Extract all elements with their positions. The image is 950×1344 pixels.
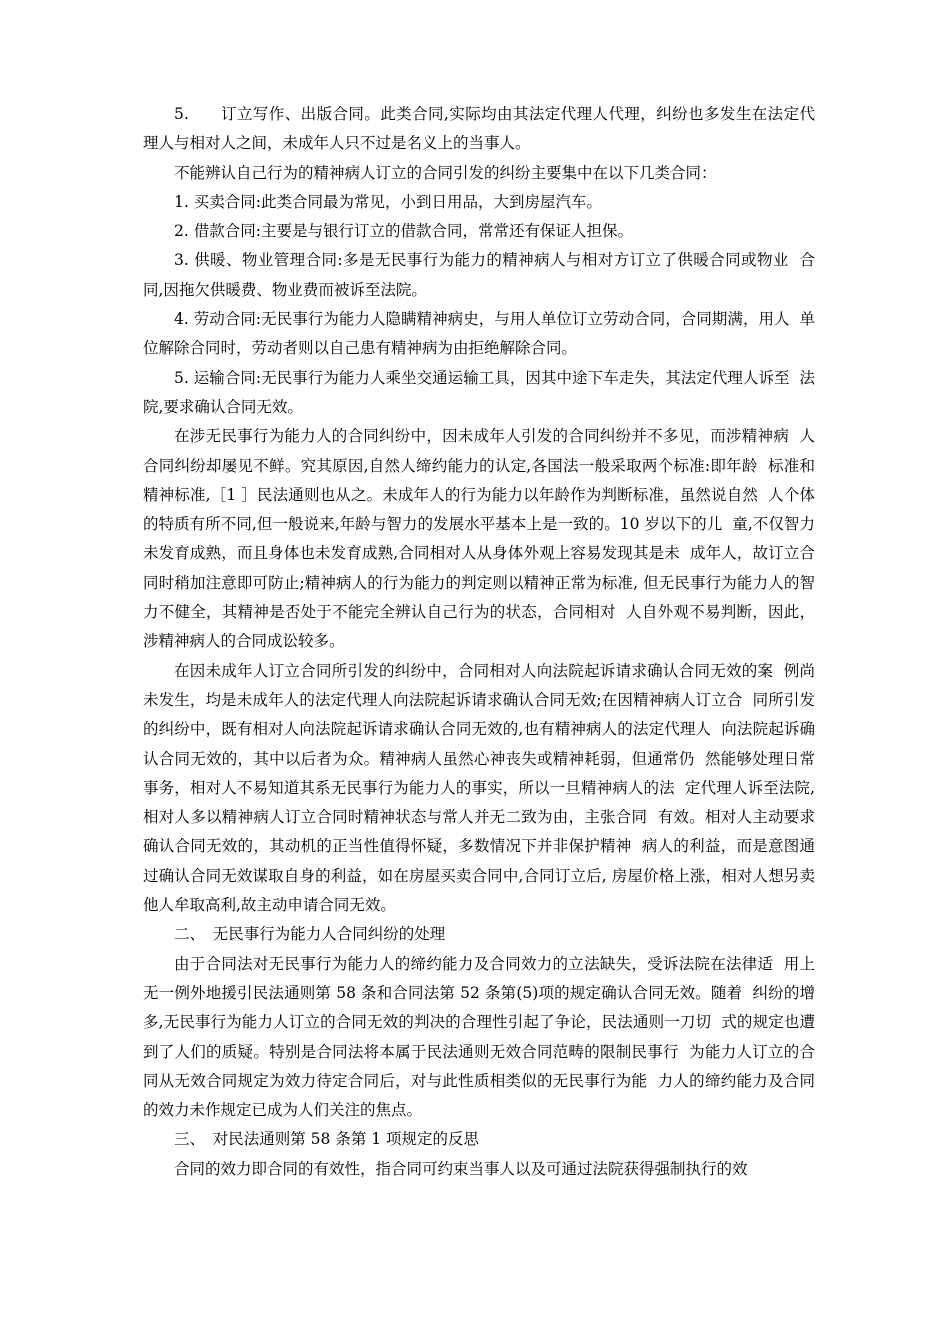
- paragraph-contract-validity: 合同的效力即合同的有效性，指合同可约束当事人以及可通过法院获得强制执行的效: [174, 1159, 748, 1178]
- paragraph-loan-contract: 2. 借款合同:主要是与银行订立的借款合同，常常还有保证人担保。: [174, 222, 633, 241]
- paragraph-mental-patient-intro: 不能辨认自己行为的精神病人订立的合同引发的纠纷主要集中在以下几类合同：: [174, 163, 717, 182]
- paragraph-heating-property-contract: 3. 供暖、物业管理合同:多是无民事行为能力的精神病人与相对方订立了供暖合同或物业 合同,因拖欠供暖费、物业费而被诉至法院。: [143, 251, 815, 299]
- paragraph-litigation-analysis: 在因未成年人订立合同所引发的纠纷中，合同相对人向法院起诉请求确认合同无效的案 例尚未发生，均是未成年人的法定代理人向法院起诉请求确认合同无效;在因精神病人订立合 同所引发的纠纷中，既有相对人向法院起诉请求确认合同无效的,也有精神病人的法定代理人 向法院起诉确认合同无效的，其中以后者为众。精神病人虽然心神丧失或精神耗弱，但通常仍 然能够处理日常事务，相对人不易知道其系无民事行为能力人的事实，所以一旦精神病人的法 定代理人诉至法院,相对人多以精神病人订立合同时精神状态与常人并无二致为由，主张合同 有效。相对人主动要求确认合同无效的，其动机的正当性值得怀疑，多数情况下并非保护精神 病人的利益，而是意图通过确认合同无效谋取自身的利益，如在房屋买卖合同中,合同订立后, 房屋价格上涨，相对人想另卖他人牟取高利,故主动申请合同无效。: [143, 661, 815, 915]
- section-heading-two: 二、 无民事行为能力人合同纠纷的处理: [174, 925, 446, 944]
- paragraph-legislative-gap: 由于合同法对无民事行为能力人的缔约能力及合同效力的立法缺失，受诉法院在法律适 用上无一例外地援引民法通则第 58 条和合同法第 52 条第(5)项的规定确认合同无效。随着 纠纷的增多,无民事行为能力人订立的合同无效的判决的合理性引起了争论，民法通则一刀切 式的规定也遭到了人们的质疑。特别是合同法将本属于民法通则无效合同范畴的限制民事行 为能力人订立的合同从无效合同规定为效力待定合同后，对与此性质相类似的无民事行为能 力人的缔约能力及合同的效力未作规定已成为人们关注的焦点。: [143, 954, 815, 1120]
- paragraph-sales-contract: 1. 买卖合同:此类合同最为常见，小到日用品，大到房屋汽车。: [174, 192, 602, 211]
- document-body: [143, 100, 825, 1184]
- paragraph-item-5-publishing-contract: 5. 订立写作、出版合同。此类合同,实际均由其法定代理人代理，纠纷也多发生在法定代 理人与相对人之间，未成年人只不过是名义上的当事人。: [143, 105, 825, 153]
- paragraph-capacity-standards: 在涉无民事行为能力人的合同纠纷中，因未成年人引发的合同纠纷并不多见，而涉精神病 人合同纠纷却屡见不鲜。究其原因,自然人缔约能力的认定,各国法一般采取两个标准:即年龄 标准和精神标准,［1 ］民法通则也从之。未成年人的行为能力以年龄作为判断标准，虽然说自然 人个体的特质有所不同,但一般说来,年龄与智力的发展水平基本上是一致的。10 岁以下的儿 童,不仅智力未发育成熟，而且身体也未发育成熟,合同相对人从身体外观上容易发现其是未 成年人，故订立合同时稍加注意即可防止;精神病人的行为能力的判定则以精神正常为标准, 但无民事行为能力人的智力不健全，其精神是否处于不能完全辨认自己行为的状态，合同相对 人自外观不易判断，因此，涉精神病人的合同成讼较多。: [143, 427, 815, 651]
- paragraph-labor-contract: 4. 劳动合同:无民事行为能力人隐瞒精神病史，与用人单位订立劳动合同，合同期满，用人 单位解除合同时，劳动者则以自己患有精神病为由拒绝解除合同。: [143, 310, 815, 358]
- section-heading-three: 三、 对民法通则第 58 条第 1 项规定的反思: [174, 1130, 480, 1149]
- paragraph-transport-contract: 5. 运输合同:无民事行为能力人乘坐交通运输工具，因其中途下车走失，其法定代理人诉至 法院,要求确认合同无效。: [143, 368, 815, 416]
